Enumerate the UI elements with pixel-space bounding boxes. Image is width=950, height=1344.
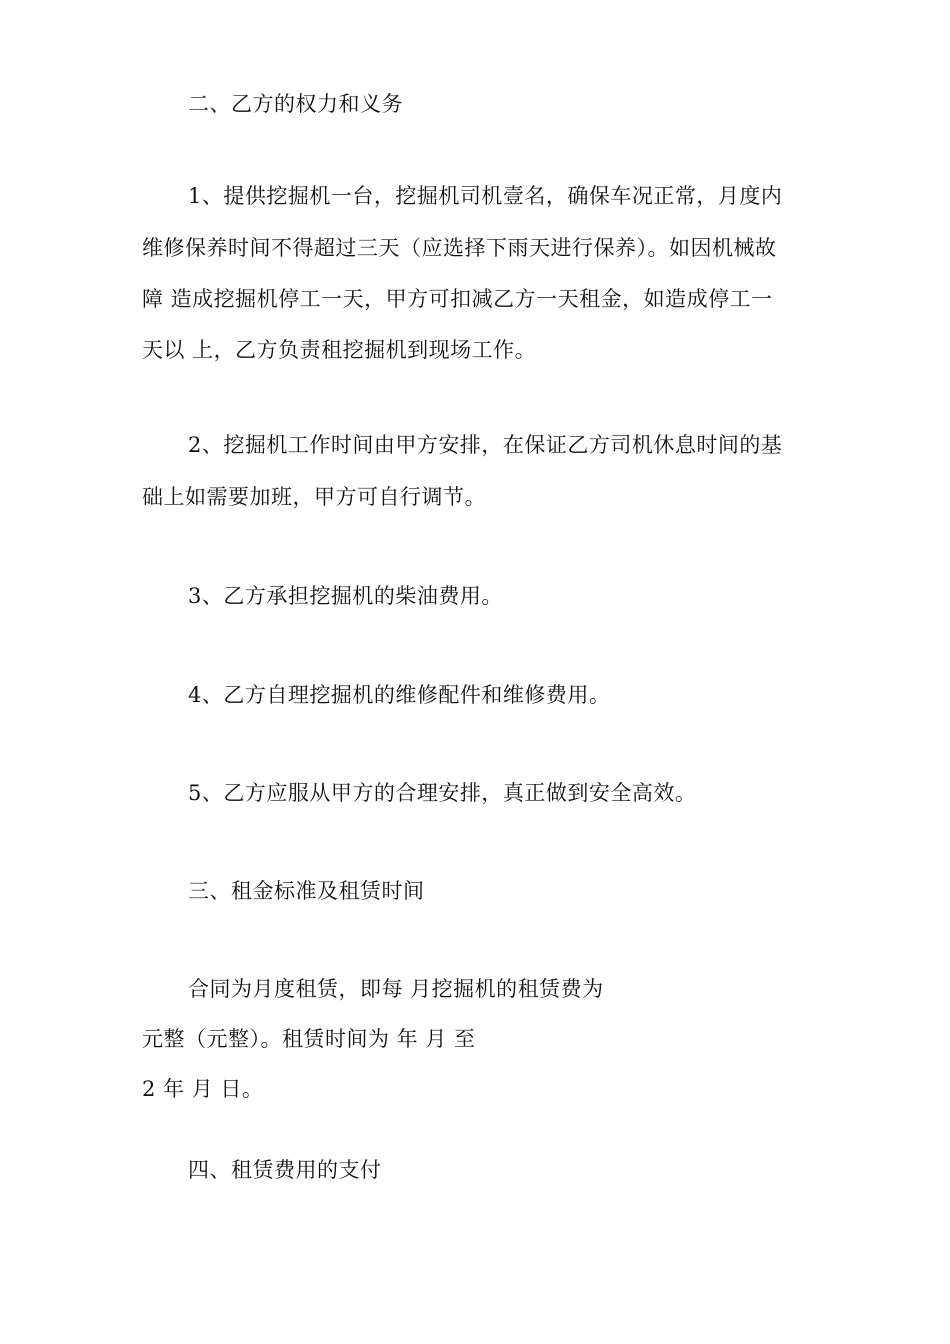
- item-2-line-2: 础上如需要加班，甲方可自行调节。: [142, 485, 486, 509]
- contract-line-3: 2 年 月 日。: [142, 1077, 264, 1101]
- section-heading-payment: 四、租赁费用的支付: [188, 1158, 382, 1182]
- item-3: 3、乙方承担挖掘机的柴油费用。: [188, 584, 503, 608]
- section-heading-rights-obligations: 二、乙方的权力和义务: [188, 92, 403, 116]
- item-1-line-4: 天以 上，乙方负责租挖掘机到现场工作。: [142, 338, 537, 362]
- section-heading-rent-standard: 三、租金标准及租赁时间: [188, 879, 425, 903]
- item-4: 4、乙方自理挖掘机的维修配件和维修费用。: [188, 683, 611, 707]
- item-5: 5、乙方应服从甲方的合理安排，真正做到安全高效。: [188, 781, 697, 805]
- contract-line-2: 元整（元整）。租赁时间为 年 月 至: [142, 1027, 476, 1051]
- item-2-line-1: 2、挖掘机工作时间由甲方安排，在保证乙方司机休息时间的基: [188, 433, 783, 457]
- item-1-line-3: 障 造成挖掘机停工一天，甲方可扣减乙方一天租金，如造成停工一: [142, 287, 773, 311]
- contract-line-1: 合同为月度租赁，即每 月挖掘机的租赁费为: [188, 977, 604, 1001]
- item-1-line-2: 维修保养时间不得超过三天（应选择下雨天进行保养）。如因机械故: [142, 236, 777, 260]
- item-1-line-1: 1、提供挖掘机一台，挖掘机司机壹名，确保车况正常，月度内: [188, 184, 783, 208]
